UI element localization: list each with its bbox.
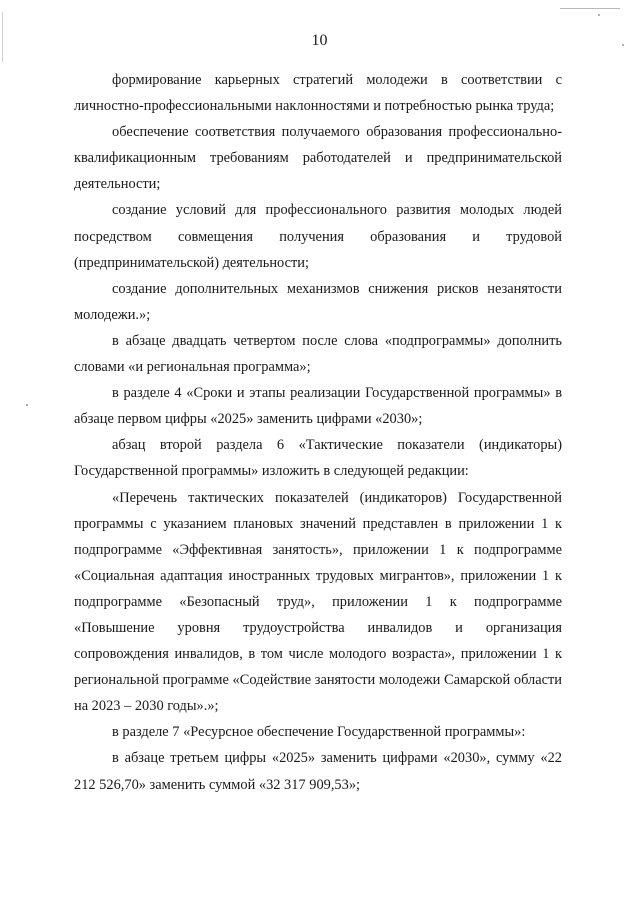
paragraph-amend-24th-clause: в абзаце двадцать четвертом после слова «подпрограммы» дополнить словами «и региональная программа»; bbox=[74, 332, 562, 376]
paragraph-education-compliance: обеспечение соответствия получаемого образования профессионально-квалификационным требованиям работодателей и предпринимательской деятельности; bbox=[74, 124, 562, 193]
paragraph-amend-section-4: в разделе 4 «Сроки и этапы реализации Государственной программы» в абзаце первом цифры «2025» заменить цифрами «2030»; bbox=[74, 385, 562, 428]
paragraph-amend-section-6: абзац второй раздела 6 «Тактические показатели (индикаторы) Государственной программы» изложить в следующей редакции: bbox=[74, 437, 562, 480]
document-body bbox=[74, 67, 562, 798]
page-number: 10 bbox=[311, 32, 328, 49]
scan-speck bbox=[598, 14, 600, 16]
paragraph-amend-third-clause: в абзаце третьем цифры «2025» заменить цифрами «2030», сумму «22 212 526,70» заменить суммой «32 317 909,53»; bbox=[74, 750, 562, 793]
paragraph-career-strategies: формирование карьерных стратегий молодежи в соответствии с личностно-профессиональными наклонностями и потребностью рынка труда; bbox=[74, 72, 562, 115]
paragraph-unemployment-risks: создание дополнительных механизмов снижения рисков незанятости молодежи.»; bbox=[74, 280, 562, 323]
scan-edge-line-top bbox=[560, 8, 620, 9]
paragraph-amend-section-7: в разделе 7 «Ресурсное обеспечение Государственной программы»: bbox=[112, 724, 526, 741]
paragraph-professional-development: создание условий для профессионального развития молодых людей посредством совмещения получения образования и трудовой (предпринимательской) деятельности; bbox=[74, 202, 562, 271]
scan-speck bbox=[26, 404, 28, 406]
paragraph-indicators-list: «Перечень тактических показателей (индикаторов) Государственной программы с указанием плановых значений представлен в приложении 1 к подпрограмме «Эффективная занятость», приложении 1 к подпрограмме «Социальная адаптация иностранных трудовых мигрантов», приложении 1 к подпрограмме «Безопасный труд», приложении 1 к подпрограмме «Повышение уровня трудоустройства инвалидов и организация сопровождения инвалидов, в том числе молодого возраста», приложении 1 к региональной программе «Содействие занятости молодежи Самарской области на 2023 – 2030 годы».»; bbox=[74, 489, 562, 715]
